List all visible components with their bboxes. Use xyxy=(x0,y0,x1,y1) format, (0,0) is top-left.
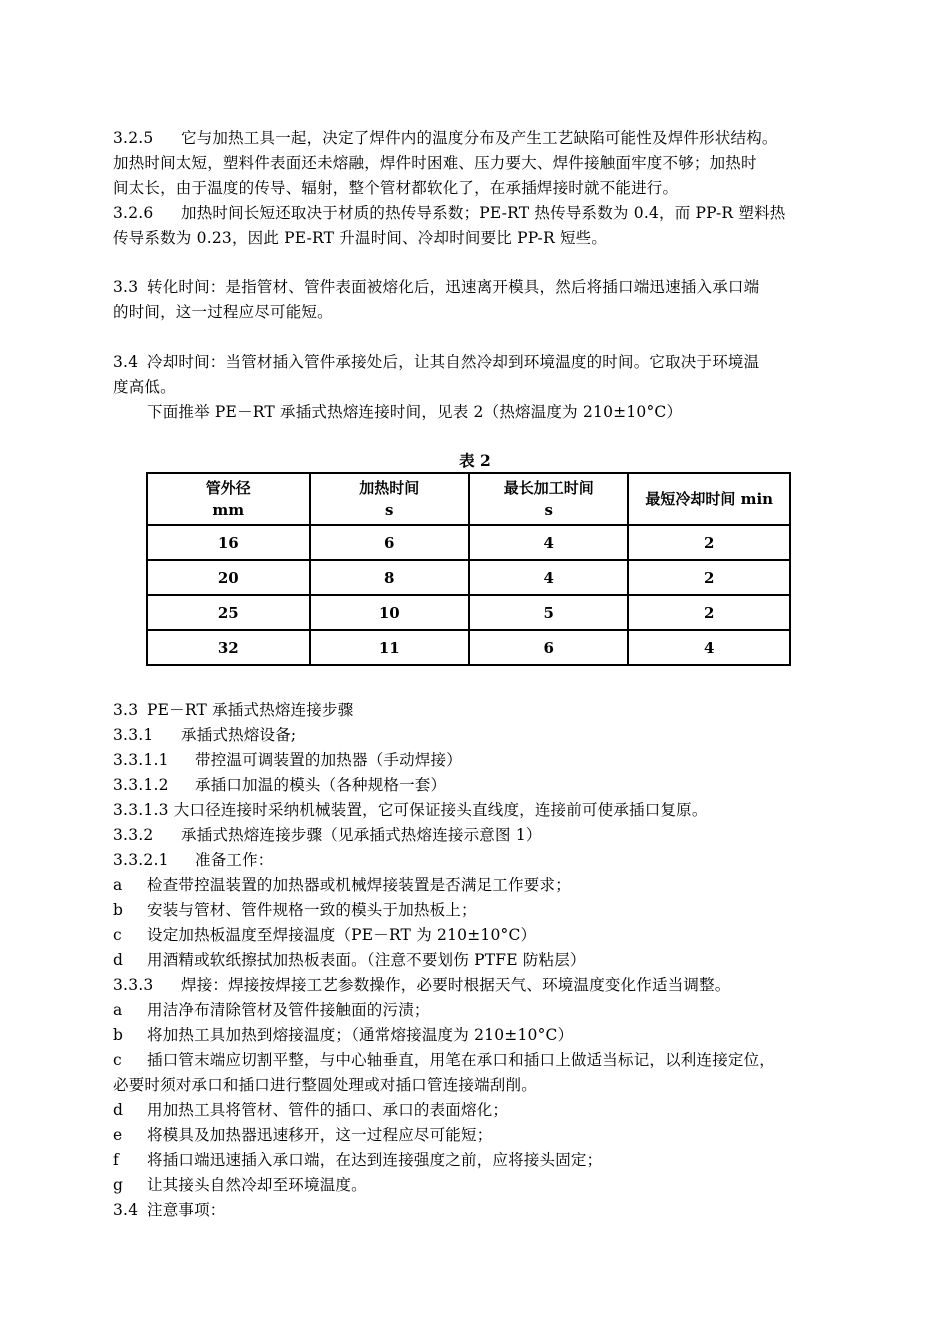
step-331: 3.3.1 承插式热熔设备; xyxy=(113,723,843,747)
table-cell: 4 xyxy=(628,630,790,665)
table-cell: 8 xyxy=(310,560,469,595)
list-item: c 插口管末端应切割平整，与中心轴垂直，用笔在承口和插口上做适当标记，以利连接定位， xyxy=(113,1051,776,1069)
table-row xyxy=(147,525,790,560)
step-3313: 3.3.1.3 大口径连接时采纳机械装置，它可保证接头直线度，连接前可使承插口复原。 xyxy=(113,801,708,819)
table-cell: 6 xyxy=(469,630,628,665)
para-326-line2: 传导系数为 0.23，因此 PE-RT 升温时间、冷却时间要比 PP-R 短些。 xyxy=(113,229,608,247)
list-item: d 用加热工具将管材、管件的插口、承口的表面熔化； xyxy=(113,1101,509,1119)
list-item: c 设定加热板温度至焊接温度（PE－RT 为 210±10°C） xyxy=(113,926,537,944)
table-caption: 表 2 xyxy=(459,451,491,470)
section-number: 3.3 xyxy=(113,701,139,719)
list-item: f 将插口端迅速插入承口端，在达到连接强度之前，应将接头固定； xyxy=(113,1151,603,1169)
step-33: 3.3 PE－RT 承插式热熔连接步骤 xyxy=(113,698,843,722)
para-34-line3: 下面推举 PE－RT 承插式热熔连接时间，见表 2（热熔温度为 210±10°C） xyxy=(147,403,683,421)
para-325-line1: 3.2.5 它与加热工具一起，决定了焊件内的温度分布及产生工艺缺陷可能性及焊件形状结构。 xyxy=(113,126,843,150)
step-3321: 3.3.2.1 准备工作： xyxy=(113,848,843,872)
list-item-continuation: 必要时须对承口和插口进行整圆处理或对插口管连接端刮削。 xyxy=(113,1076,537,1094)
table-header-row xyxy=(147,473,790,525)
list-item: b 将加热工具加热到熔接温度；（通常熔接温度为 210±10°C） xyxy=(113,1026,574,1044)
table-cell: 32 xyxy=(147,630,310,665)
para-326-line1: 3.2.6 加热时间长短还取决于材质的热传导系数；PE-RT 热传导系数为 0.4，而 PP-R 塑料热 xyxy=(113,201,843,225)
step-332: 3.3.2 承插式热熔连接步骤（见承插式热熔连接示意图 1） xyxy=(113,823,843,847)
section-number: 3.4 xyxy=(113,1201,139,1219)
section-number: 3.3.3 xyxy=(113,976,154,994)
para-33-line1: 3.3 转化时间：是指管材、管件表面被熔化后，迅速离开模具，然后将插口端迅速插入承口端 xyxy=(113,275,843,299)
table-cell: 5 xyxy=(469,595,628,630)
section-number: 3.3.1.2 xyxy=(113,776,169,794)
section-number: 3.2.6 xyxy=(113,204,154,222)
para-325-line2: 加热时间太短，塑料件表面还未熔融，焊件时困难、压力要大、焊件接触面牢度不够；加热时 xyxy=(113,154,757,172)
list-item: a 检查带控温装置的加热器或机械焊接装置是否满足工作要求； xyxy=(113,876,571,894)
table-row xyxy=(147,595,790,630)
para-33-line2: 的时间，这一过程应尽可能短。 xyxy=(113,303,333,321)
header-cell: 加热时间 s xyxy=(310,473,469,525)
list-item: d 用酒精或软纸擦拭加热板表面。（注意不要划伤 PTFE 防粘层） xyxy=(113,951,586,969)
step-34: 3.4 注意事项： xyxy=(113,1198,843,1222)
table-cell: 20 xyxy=(147,560,310,595)
table-cell: 11 xyxy=(310,630,469,665)
table-row xyxy=(147,630,790,665)
header-cell: 最短冷却时间 min xyxy=(628,473,790,525)
section-number: 3.3.2.1 xyxy=(113,851,169,869)
section-number: 3.3.1 xyxy=(113,726,154,744)
header-cell: 最长加工时间 s xyxy=(469,473,628,525)
table-row xyxy=(147,560,790,595)
table-cell: 2 xyxy=(628,560,790,595)
table-cell: 16 xyxy=(147,525,310,560)
step-3311: 3.3.1.1 带控温可调装置的加热器（手动焊接） xyxy=(113,748,843,772)
list-item: e 将模具及加热器迅速移开，这一过程应尽可能短； xyxy=(113,1126,493,1144)
table-cell: 4 xyxy=(469,525,628,560)
list-item: g 让其接头自然冷却至环境温度。 xyxy=(113,1176,367,1194)
list-item: a 用洁净布清除管材及管件接触面的污渍； xyxy=(113,1001,430,1019)
step-3312: 3.3.1.2 承插口加温的模头（各种规格一套） xyxy=(113,773,843,797)
para-325-line3: 间太长，由于温度的传导、辐射，整个管材都软化了，在承插焊接时就不能进行。 xyxy=(113,179,679,197)
para-34-line2: 度高低。 xyxy=(113,378,176,396)
section-number: 3.3.2 xyxy=(113,826,154,844)
table-cell: 4 xyxy=(469,560,628,595)
section-number: 3.3.1.1 xyxy=(113,751,169,769)
header-cell: 管外径 mm xyxy=(147,473,310,525)
para-34-line1: 3.4 冷却时间：当管材插入管件承接处后，让其自然冷却到环境温度的时间。它取决于环境温 xyxy=(113,350,843,374)
table-cell: 2 xyxy=(628,595,790,630)
table-cell: 6 xyxy=(310,525,469,560)
section-number: 3.4 xyxy=(113,353,139,371)
step-333: 3.3.3 焊接：焊接按焊接工艺参数操作，必要时根据天气、环境温度变化作适当调整。 xyxy=(113,973,843,997)
table-cell: 25 xyxy=(147,595,310,630)
data-table xyxy=(146,472,791,666)
section-number: 3.3 xyxy=(113,278,139,296)
table-cell: 2 xyxy=(628,525,790,560)
list-item: b 安装与管材、管件规格一致的模头于加热板上； xyxy=(113,901,477,919)
table-cell: 10 xyxy=(310,595,469,630)
section-number: 3.2.5 xyxy=(113,129,154,147)
